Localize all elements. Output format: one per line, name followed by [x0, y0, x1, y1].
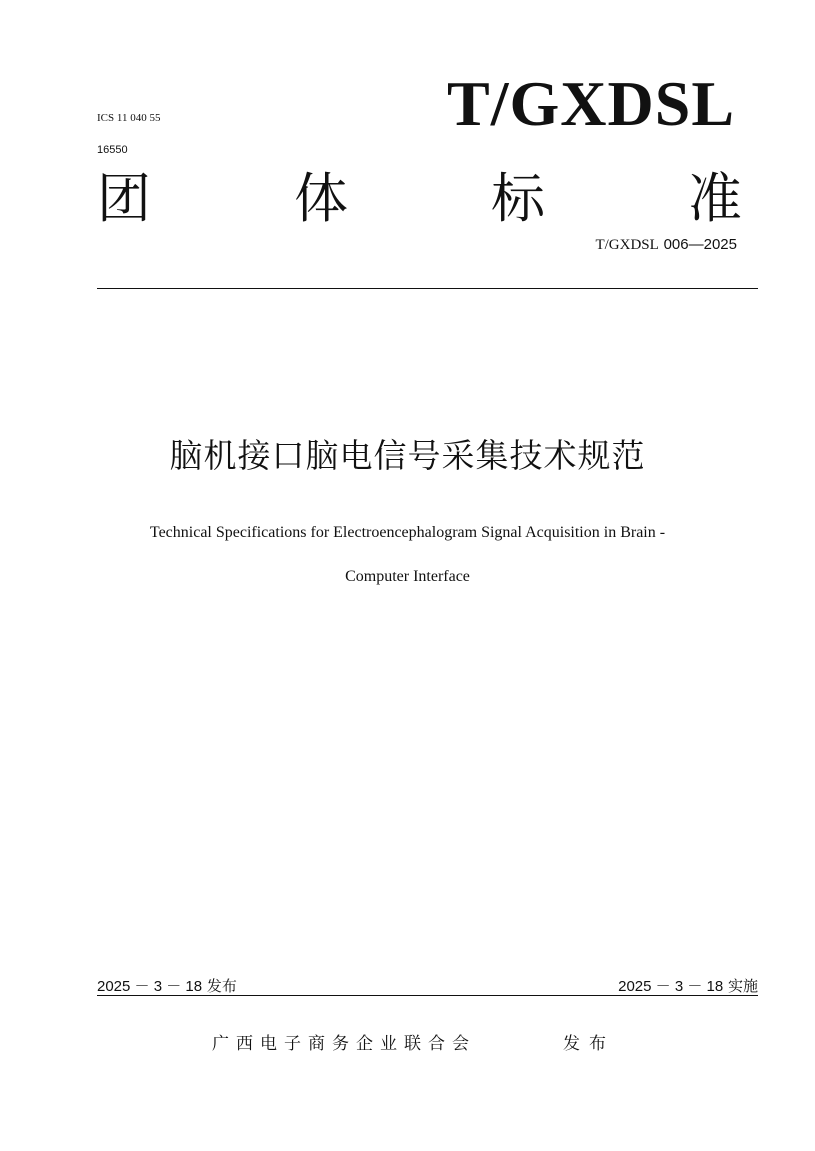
standard-type-char: 标 [491, 167, 545, 230]
standard-type-heading [97, 167, 742, 230]
standard-type-char: 准 [688, 167, 742, 230]
issue-date: 2025 － 3 － 18 [97, 978, 203, 995]
standard-type-char: 体 [294, 167, 348, 230]
implement-date-block [618, 975, 758, 996]
standard-number-suffix: 006—2025 [663, 236, 737, 253]
ics-code: ICS 11 040 55 [97, 112, 161, 124]
standard-number [595, 235, 737, 254]
implement-label: 实施 [727, 977, 758, 995]
category-code: 16550 [97, 144, 128, 156]
document-title-chinese: 脑机接口脑电信号采集技术规范 [169, 436, 646, 475]
document-title-english-line1: Technical Specifications for Electroencephalogram Signal Acquisition in Brain - [149, 524, 666, 541]
footer-divider [97, 995, 758, 996]
standard-code-logo: T/GXDSL [447, 68, 735, 139]
header-divider [97, 288, 758, 289]
implement-date: 2025 － 3 － 18 [618, 978, 724, 995]
issue-label: 发布 [206, 977, 237, 995]
publisher-name: 广西电子商务企业联合会 [212, 1034, 476, 1054]
standard-number-prefix: T/GXDSL [595, 237, 659, 253]
issue-date-block [97, 975, 237, 996]
standard-type-char: 团 [97, 167, 151, 230]
publish-label: 发布 [563, 1034, 615, 1054]
document-title-english-line2: Computer Interface [345, 568, 470, 585]
